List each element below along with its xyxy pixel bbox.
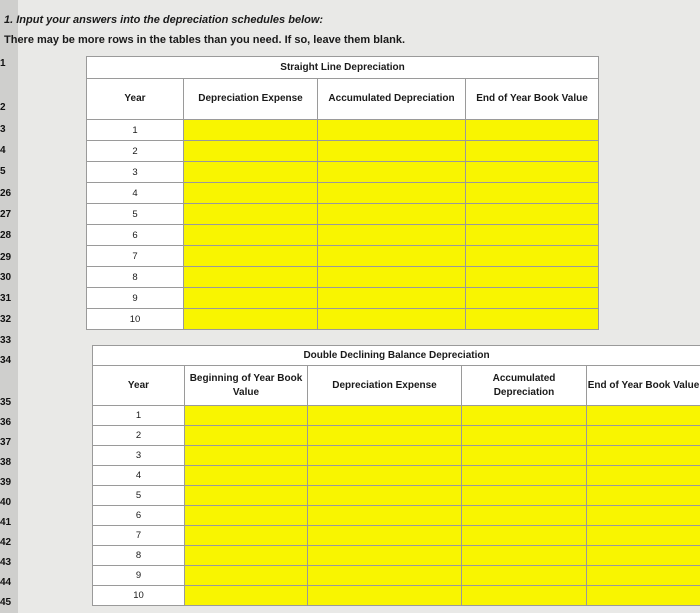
accumulated-depreciation-cell [318,141,466,162]
row-number: 35 [0,397,12,408]
accumulated-depreciation-input[interactable] [462,590,586,601]
depreciation-expense-input[interactable] [308,550,461,561]
depreciation-expense-cell [184,120,318,141]
row-number: 39 [0,477,12,488]
year-cell: 7 [93,526,185,546]
end-of-year-book-value-cell [466,162,599,183]
row-number: 43 [0,557,12,568]
year-cell: 6 [93,506,185,526]
depreciation-expense-input[interactable] [308,510,461,521]
accumulated-depreciation-input[interactable] [318,209,465,220]
depreciation-expense-cell [184,141,318,162]
depreciation-expense-input[interactable] [184,314,317,325]
beginning-of-year-book-value-cell [185,506,308,526]
depreciation-expense-input[interactable] [184,146,317,157]
accumulated-depreciation-input[interactable] [462,490,586,501]
end-of-year-book-value-input[interactable] [587,570,700,581]
year-cell: 3 [87,162,184,183]
end-of-year-book-value-cell [466,183,599,204]
accumulated-depreciation-cell [318,204,466,225]
accumulated-depreciation-cell [318,309,466,330]
accumulated-depreciation-input[interactable] [318,188,465,199]
accumulated-depreciation-input[interactable] [318,146,465,157]
row-number: 42 [0,537,12,548]
end-of-year-book-value-input[interactable] [466,272,598,283]
row-number: 5 [0,166,6,177]
depreciation-expense-input[interactable] [184,209,317,220]
row-number: 45 [0,597,12,608]
year-cell: 5 [87,204,184,225]
depreciation-expense-input[interactable] [308,530,461,541]
accumulated-depreciation-input[interactable] [462,550,586,561]
row-number: 34 [0,355,12,366]
accumulated-depreciation-input[interactable] [462,450,586,461]
year-cell: 4 [87,183,184,204]
row-number: 41 [0,517,12,528]
header-end-of-year-book-value: End of Year Book Value [466,79,599,120]
end-of-year-book-value-input[interactable] [466,314,598,325]
row-number: 33 [0,335,12,346]
row-number: 37 [0,437,12,448]
end-of-year-book-value-cell [466,141,599,162]
header-year: Year [93,366,185,406]
depreciation-expense-cell [308,446,462,466]
table-row [87,246,599,267]
end-of-year-book-value-input[interactable] [466,251,598,262]
depreciation-expense-cell [184,246,318,267]
accumulated-depreciation-input[interactable] [318,293,465,304]
beginning-of-year-book-value-cell [185,526,308,546]
accumulated-depreciation-cell [318,267,466,288]
accumulated-depreciation-cell [318,120,466,141]
depreciation-expense-cell [184,225,318,246]
year-cell: 5 [93,486,185,506]
depreciation-expense-input[interactable] [184,125,317,136]
table-row [87,162,599,183]
table-row [87,183,599,204]
row-number: 36 [0,417,12,428]
end-of-year-book-value-input[interactable] [587,470,700,481]
depreciation-expense-input[interactable] [308,590,461,601]
accumulated-depreciation-input[interactable] [318,272,465,283]
row-number: 27 [0,209,12,220]
year-cell: 8 [93,546,185,566]
depreciation-expense-input[interactable] [308,430,461,441]
accumulated-depreciation-cell [318,225,466,246]
row-number: 28 [0,230,12,241]
depreciation-expense-input[interactable] [184,293,317,304]
header-accumulated-depreciation: Accumulated Depreciation [318,79,466,120]
year-cell: 1 [87,120,184,141]
straight-line-body [87,120,599,330]
accumulated-depreciation-input[interactable] [462,510,586,521]
accumulated-depreciation-cell [462,586,587,606]
year-cell: 7 [87,246,184,267]
accumulated-depreciation-input[interactable] [462,470,586,481]
accumulated-depreciation-cell [462,546,587,566]
row-number: 38 [0,457,12,468]
depreciation-expense-cell [308,486,462,506]
end-of-year-book-value-input[interactable] [466,146,598,157]
row-number: 32 [0,314,12,325]
end-of-year-book-value-cell [587,506,700,526]
year-cell: 2 [87,141,184,162]
beginning-of-year-book-value-input[interactable] [185,570,307,581]
table-row [93,486,700,506]
end-of-year-book-value-cell [466,309,599,330]
end-of-year-book-value-input[interactable] [587,510,700,521]
row-number: 29 [0,252,12,263]
end-of-year-book-value-cell [466,267,599,288]
beginning-of-year-book-value-cell [185,566,308,586]
accumulated-depreciation-cell [318,246,466,267]
beginning-of-year-book-value-cell [185,446,308,466]
depreciation-expense-input[interactable] [308,570,461,581]
depreciation-expense-cell [308,506,462,526]
end-of-year-book-value-cell [587,566,700,586]
depreciation-expense-input[interactable] [308,490,461,501]
beginning-of-year-book-value-cell [185,546,308,566]
beginning-of-year-book-value-input[interactable] [185,430,307,441]
accumulated-depreciation-input[interactable] [462,410,586,421]
accumulated-depreciation-cell [462,466,587,486]
year-cell: 9 [87,288,184,309]
double-declining-body [93,406,700,606]
header-depreciation-expense: Depreciation Expense [308,366,462,406]
accumulated-depreciation-cell [462,406,587,426]
depreciation-expense-input[interactable] [184,272,317,283]
table-row [93,446,700,466]
beginning-of-year-book-value-cell [185,486,308,506]
row-number: 44 [0,577,12,588]
instruction-line-2: There may be more rows in the tables than you need. If so, leave them blank. [4,34,406,46]
depreciation-expense-input[interactable] [184,167,317,178]
double-declining-title: Double Declining Balance Depreciation [93,346,700,366]
accumulated-depreciation-cell [462,526,587,546]
end-of-year-book-value-input[interactable] [466,209,598,220]
depreciation-expense-cell [308,546,462,566]
table-row [93,566,700,586]
row-number: 30 [0,272,12,283]
year-cell: 10 [93,586,185,606]
year-cell: 10 [87,309,184,330]
depreciation-expense-cell [184,267,318,288]
depreciation-expense-cell [184,288,318,309]
accumulated-depreciation-cell [318,162,466,183]
accumulated-depreciation-input[interactable] [462,570,586,581]
year-cell: 6 [87,225,184,246]
beginning-of-year-book-value-cell [185,586,308,606]
table-row [93,506,700,526]
year-cell: 8 [87,267,184,288]
depreciation-expense-input[interactable] [184,188,317,199]
accumulated-depreciation-input[interactable] [462,530,586,541]
straight-line-title: Straight Line Depreciation [87,57,599,79]
accumulated-depreciation-cell [462,486,587,506]
row-number: 2 [0,102,6,113]
straight-line-table [86,56,599,330]
depreciation-expense-cell [308,466,462,486]
end-of-year-book-value-input[interactable] [466,167,598,178]
end-of-year-book-value-input[interactable] [466,188,598,199]
header-beginning-of-year-book-value: Beginning of Year Book Value [185,366,308,406]
accumulated-depreciation-input[interactable] [318,251,465,262]
table-row [87,267,599,288]
end-of-year-book-value-cell [587,466,700,486]
instruction-line-1: 1. Input your answers into the depreciation schedules below: [4,14,324,26]
depreciation-expense-cell [184,162,318,183]
table-row [87,141,599,162]
table-row [87,288,599,309]
table-row [87,309,599,330]
accumulated-depreciation-cell [462,566,587,586]
end-of-year-book-value-input[interactable] [587,530,700,541]
year-cell: 1 [93,406,185,426]
table-row [87,204,599,225]
end-of-year-book-value-cell [587,586,700,606]
beginning-of-year-book-value-cell [185,426,308,446]
beginning-of-year-book-value-input[interactable] [185,490,307,501]
end-of-year-book-value-cell [587,446,700,466]
end-of-year-book-value-input[interactable] [587,410,700,421]
accumulated-depreciation-input[interactable] [318,125,465,136]
table-row [93,526,700,546]
accumulated-depreciation-cell [318,183,466,204]
end-of-year-book-value-input[interactable] [587,550,700,561]
depreciation-expense-cell [184,309,318,330]
double-declining-table [92,345,700,606]
beginning-of-year-book-value-input[interactable] [185,450,307,461]
end-of-year-book-value-cell [466,225,599,246]
end-of-year-book-value-input[interactable] [587,430,700,441]
end-of-year-book-value-input[interactable] [587,490,700,501]
year-cell: 2 [93,426,185,446]
beginning-of-year-book-value-input[interactable] [185,410,307,421]
beginning-of-year-book-value-input[interactable] [185,530,307,541]
end-of-year-book-value-cell [466,204,599,225]
row-number: 40 [0,497,12,508]
depreciation-expense-input[interactable] [184,230,317,241]
table-row [87,120,599,141]
depreciation-expense-input[interactable] [308,410,461,421]
table-row [93,466,700,486]
row-number: 31 [0,293,12,304]
depreciation-expense-input[interactable] [308,450,461,461]
year-cell: 4 [93,466,185,486]
depreciation-expense-cell [308,566,462,586]
row-number: 4 [0,145,6,156]
beginning-of-year-book-value-cell [185,406,308,426]
end-of-year-book-value-cell [587,426,700,446]
row-number: 26 [0,188,12,199]
table-row [93,586,700,606]
beginning-of-year-book-value-input[interactable] [185,550,307,561]
depreciation-expense-cell [308,586,462,606]
accumulated-depreciation-cell [462,446,587,466]
end-of-year-book-value-cell [587,406,700,426]
table-row [93,406,700,426]
accumulated-depreciation-input[interactable] [318,167,465,178]
year-cell: 3 [93,446,185,466]
depreciation-expense-cell [184,183,318,204]
end-of-year-book-value-cell [587,546,700,566]
row-number: 3 [0,124,6,135]
end-of-year-book-value-cell [587,486,700,506]
end-of-year-book-value-cell [466,246,599,267]
end-of-year-book-value-cell [466,288,599,309]
table-row [87,225,599,246]
depreciation-expense-cell [308,526,462,546]
accumulated-depreciation-input[interactable] [318,314,465,325]
accumulated-depreciation-input[interactable] [462,430,586,441]
table-row [93,546,700,566]
end-of-year-book-value-input[interactable] [466,293,598,304]
accumulated-depreciation-cell [462,426,587,446]
accumulated-depreciation-cell [318,288,466,309]
end-of-year-book-value-input[interactable] [466,230,598,241]
accumulated-depreciation-cell [462,506,587,526]
year-cell: 9 [93,566,185,586]
end-of-year-book-value-input[interactable] [466,125,598,136]
row-number: 1 [0,58,6,69]
depreciation-expense-cell [308,406,462,426]
end-of-year-book-value-cell [587,526,700,546]
end-of-year-book-value-input[interactable] [587,590,700,601]
header-accumulated-depreciation: Accumulated Depreciation [462,366,587,406]
header-end-of-year-book-value: End of Year Book Value [587,366,700,406]
end-of-year-book-value-cell [466,120,599,141]
depreciation-expense-cell [308,426,462,446]
depreciation-expense-input[interactable] [308,470,461,481]
header-year: Year [87,79,184,120]
table-row [93,426,700,446]
beginning-of-year-book-value-input[interactable] [185,510,307,521]
beginning-of-year-book-value-input[interactable] [185,470,307,481]
header-depreciation-expense: Depreciation Expense [184,79,318,120]
depreciation-expense-input[interactable] [184,251,317,262]
depreciation-expense-cell [184,204,318,225]
beginning-of-year-book-value-cell [185,466,308,486]
beginning-of-year-book-value-input[interactable] [185,590,307,601]
row-number-gutter [0,0,18,613]
end-of-year-book-value-input[interactable] [587,450,700,461]
accumulated-depreciation-input[interactable] [318,230,465,241]
